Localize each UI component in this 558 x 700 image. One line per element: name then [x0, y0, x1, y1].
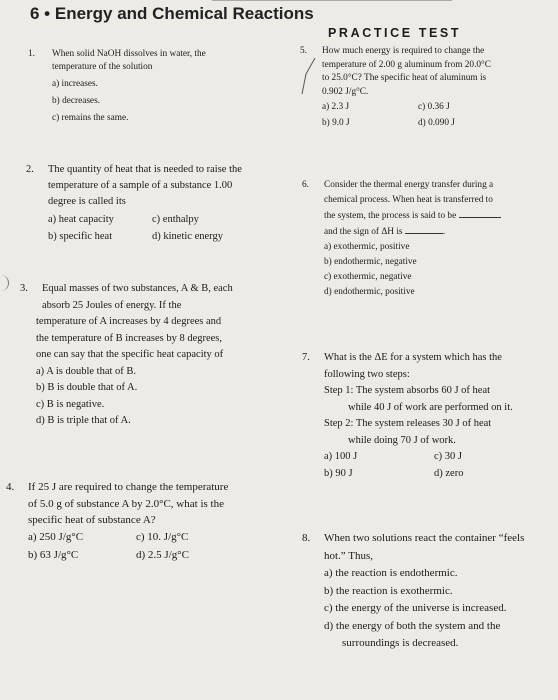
fill-blank[interactable]	[405, 224, 443, 234]
question-text-line: and the sign of ΔH is	[324, 227, 403, 237]
question-number: 5.	[300, 46, 307, 56]
question-number: 2.	[26, 164, 34, 175]
question-6: 6. Consider the thermal energy transfer during a chemical process. When heat is transferred to the system, the process is said to be and the sign of ΔH is . a) exothermic, positive b) endothermic, negative c) exothermic, negative d) endothermic, positive	[302, 178, 557, 300]
answer-option-a[interactable]: a) 2.3 J	[322, 102, 350, 112]
question-number: 8.	[302, 532, 311, 544]
question-text-line: The quantity of heat that is needed to raise the	[48, 164, 242, 175]
question-text-line: following two steps:	[324, 368, 410, 380]
question-text-line: degree is called its	[48, 196, 126, 207]
margin-bracket-mark	[0, 275, 9, 291]
answer-option-d[interactable]: d) B is triple that of A.	[36, 415, 131, 426]
page-title: 6 • Energy and Chemical Reactions	[30, 4, 314, 23]
answer-option-d[interactable]: d) kinetic energy	[152, 231, 223, 242]
question-5	[300, 45, 555, 130]
answer-option-a[interactable]: a) increases.	[52, 79, 98, 89]
question-8	[302, 530, 557, 653]
answer-option-b[interactable]: b) specific heat	[48, 231, 113, 242]
question-text-line: How much energy is required to change the	[322, 46, 485, 56]
answer-option-b[interactable]: b) endothermic, negative	[324, 257, 417, 267]
question-text-line: chemical process. When heat is transferred to	[324, 195, 493, 205]
answer-option-c[interactable]: c) B is negative.	[36, 398, 105, 410]
answer-option-b[interactable]: b) decreases.	[52, 96, 101, 106]
answer-option-d[interactable]: d) zero	[434, 467, 464, 479]
answer-option-a[interactable]: a) A is double that of B.	[36, 365, 137, 377]
question-3	[20, 281, 290, 430]
answer-option-a[interactable]: a) 250 J/g°C	[28, 530, 84, 543]
question-text-line: of 5.0 g of substance A by 2.0°C, what is the	[28, 497, 224, 510]
answer-option-c[interactable]: c) 10. J/g°C	[136, 530, 189, 543]
question-text-line: When solid NaOH dissolves in water, the	[52, 49, 206, 59]
question-text-line: absorb 25 Joules of energy. If the	[42, 299, 182, 311]
answer-option-d[interactable]: d) 2.5 J/g°C	[136, 549, 189, 561]
question-text-line: When two solutions react the container “feels	[324, 532, 525, 544]
answer-option-b[interactable]: b) 63 J/g°C	[28, 549, 79, 561]
answer-option-b[interactable]: b) 9.0 J	[322, 117, 350, 128]
answer-option-c[interactable]: c) 30 J	[434, 451, 462, 462]
answer-option-c[interactable]: c) exothermic, negative	[324, 272, 412, 282]
question-text-line: while 40 J of work are performed on it.	[348, 401, 513, 413]
answer-option-a[interactable]: a) 100 J	[324, 451, 358, 462]
answer-option-c[interactable]: c) remains the same.	[52, 113, 129, 123]
question-text-line: to 25.0°C? The specific heat of aluminum is	[322, 73, 487, 83]
answer-option-d[interactable]: d) 0.090 J	[418, 117, 455, 128]
answer-option-d-continued: surroundings is decreased.	[342, 637, 459, 649]
question-text-line: temperature of the solution	[52, 62, 153, 72]
page-subtitle: PRACTICE TEST	[328, 26, 462, 40]
question-4	[6, 479, 291, 564]
question-text-line: one can say that the specific heat capacity of	[36, 349, 224, 360]
question-text-line: the system, the process is said to be	[324, 211, 457, 221]
question-number: 4.	[6, 481, 15, 493]
answer-option-d[interactable]: d) the energy of both the system and the	[324, 619, 501, 632]
question-number: 3.	[20, 283, 28, 294]
answer-option-c[interactable]: c) 0.36 J	[418, 102, 450, 112]
answer-option-a[interactable]: a) the reaction is endothermic.	[324, 567, 458, 579]
question-1	[28, 48, 288, 125]
question-text-line: temperature of A increases by 4 degrees and	[36, 316, 222, 327]
question-7	[302, 350, 557, 482]
answer-option-c[interactable]: c) the energy of the universe is increased.	[324, 602, 507, 614]
answer-option-a[interactable]: a) heat capacity	[48, 214, 114, 225]
answer-option-b[interactable]: b) B is double that of A.	[36, 382, 138, 393]
question-text-line: the temperature of B increases by 8 degrees,	[36, 332, 223, 344]
question-text-line: temperature of a sample of a substance 1.00	[48, 180, 233, 191]
answer-option-a[interactable]: a) exothermic, positive	[324, 242, 410, 252]
question-text-line: 0.902 J/g°C.	[322, 86, 369, 97]
top-edge-line	[212, 0, 452, 1]
question-text-line: while doing 70 J of work.	[348, 434, 456, 446]
question-text-line: Step 2: The system releases 30 J of heat	[324, 418, 492, 429]
question-text-line: What is the ΔE for a system which has the	[324, 352, 502, 363]
fill-blank[interactable]	[459, 208, 501, 218]
answer-option-b[interactable]: b) 90 J	[324, 467, 353, 479]
question-text-line: Equal masses of two substances, A & B, each	[42, 283, 233, 294]
question-text-line: temperature of 2.00 g aluminum from 20.0°C	[322, 59, 491, 70]
question-text-line: Consider the thermal energy transfer during a	[324, 180, 494, 190]
question-number: 6.	[302, 180, 309, 190]
answer-option-c[interactable]: c) enthalpy	[152, 214, 199, 225]
question-text-line: hot.” Thus,	[324, 549, 373, 562]
question-2	[26, 163, 286, 244]
answer-option-d[interactable]: d) endothermic, positive	[324, 287, 415, 297]
question-text-line: specific heat of substance A?	[28, 514, 156, 526]
question-number: 1.	[28, 49, 35, 59]
question-number: 7.	[302, 352, 310, 363]
question-text-line: If 25 J are required to change the temperature	[28, 481, 229, 493]
question-text-line: Step 1: The system absorbs 60 J of heat	[324, 385, 491, 396]
answer-option-b[interactable]: b) the reaction is exothermic.	[324, 584, 453, 597]
